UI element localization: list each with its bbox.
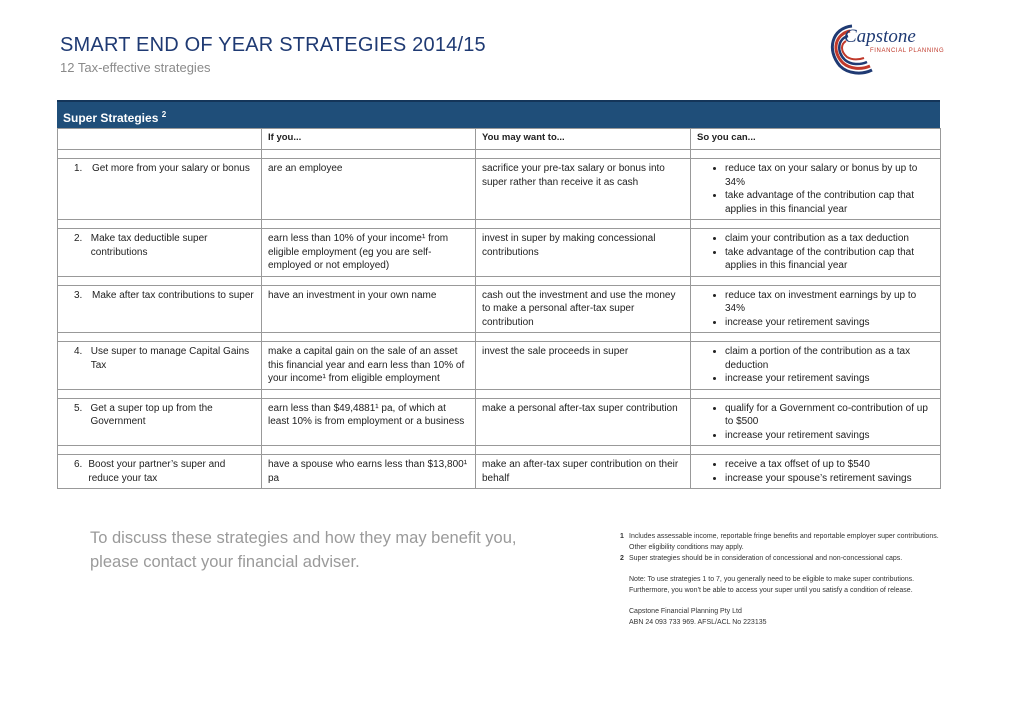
table-row — [58, 285, 941, 333]
footnotes — [620, 531, 940, 628]
spacer-cell — [691, 333, 941, 342]
strategies-table — [57, 100, 940, 489]
if-you-cell: have an investment in your own name — [262, 285, 476, 333]
capstone-logo — [822, 20, 972, 78]
spacer-cell — [691, 446, 941, 455]
benefit-item: • take advantage of the contribution cap that applies in this financial year — [725, 246, 934, 273]
strategy-number: 1. — [74, 163, 83, 174]
spacer-cell — [476, 333, 691, 342]
want-to-cell: sacrifice your pre-tax salary or bonus into super rather than receive it as cash — [476, 159, 691, 220]
strategy-cell — [58, 229, 262, 277]
column-header: You may want to... — [476, 129, 691, 150]
eligibility-note: Note: To use strategies 1 to 7, you generally need to be eligible to make super contributions. Furthermore, you won’t be able to access your super until you satisfy a condition of release. — [629, 576, 915, 594]
strategy-name: Use super to manage Capital Gains Tax — [90, 346, 250, 371]
benefit-item: • reduce tax on investment earnings by up to 34% — [725, 289, 934, 316]
benefit-item: • claim your contribution as a tax deduction — [725, 232, 934, 246]
if-you-cell: have a spouse who earns less than $13,800¹ pa — [262, 455, 476, 489]
spacer-cell — [691, 276, 941, 285]
company-name: Capstone Financial Planning Pty Ltd — [629, 608, 742, 615]
strategy-cell — [58, 455, 262, 489]
so-you-can-cell — [691, 285, 941, 333]
strategy-wrap — [74, 458, 255, 485]
company-info — [620, 606, 940, 628]
strategy-number: 5. — [74, 402, 83, 414]
page-title: SMART END OF YEAR STRATEGIES 2014/15 — [60, 34, 486, 56]
strategy-name: Make tax deductible super contributions — [90, 233, 208, 258]
want-to-cell: cash out the investment and use the money to make a personal after-tax super contribution — [476, 285, 691, 333]
logo-tagline: FINANCIAL PLANNING — [870, 48, 945, 54]
want-to-cell: invest in super by making concessional contributions — [476, 229, 691, 277]
spacer-cell — [58, 150, 262, 159]
benefit-item: • claim a portion of the contribution as a tax deduction — [725, 345, 934, 372]
benefit-item: • qualify for a Government co-contribution of up to $500 — [725, 402, 934, 429]
spacer-cell — [58, 333, 262, 342]
section-title-mark: 2 — [161, 110, 167, 119]
benefit-item: • receive a tax offset of up to $540 — [725, 458, 934, 472]
discuss-message: To discuss these strategies and how they may benefit you, please contact your financial adviser. — [90, 529, 517, 571]
benefit-item: • reduce tax on your salary or bonus by up to 34% — [725, 162, 934, 189]
spacer-cell — [691, 389, 941, 398]
strategy-cell — [58, 159, 262, 220]
benefit-item: • increase your retirement savings — [725, 372, 934, 386]
table-row — [58, 398, 941, 446]
benefit-item: • increase your retirement savings — [725, 429, 934, 443]
so-you-can-cell — [691, 159, 941, 220]
footnote-mark: 2 — [620, 555, 624, 562]
page-subtitle: 12 Tax-effective strategies — [60, 60, 211, 75]
column-header: So you can... — [691, 129, 941, 150]
spacer-cell — [262, 220, 476, 229]
so-you-can-cell — [691, 398, 941, 446]
if-you-cell: earn less than 10% of your income¹ from eligible employment (eg you are self-employed or not employed) — [262, 229, 476, 277]
column-header — [58, 129, 262, 150]
spacer-cell — [262, 389, 476, 398]
spacer-cell — [476, 276, 691, 285]
column-header: If you... — [262, 129, 476, 150]
benefits-list — [697, 232, 934, 273]
footnote — [620, 531, 940, 553]
table-row — [58, 229, 941, 277]
spacer-cell — [476, 389, 691, 398]
table-header-row — [58, 129, 941, 150]
table-row — [58, 342, 941, 390]
footnote-text: Includes assessable income, reportable fringe benefits and reportable employer super contributions. Other eligibility conditions may apply. — [629, 533, 939, 551]
strategy-number: 2. — [74, 233, 83, 244]
spacer-cell — [58, 446, 262, 455]
want-to-cell: make an after-tax super contribution on their behalf — [476, 455, 691, 489]
section-title: Super Strategies — [63, 111, 159, 125]
logo-brand: Capstone — [844, 26, 916, 47]
so-you-can-cell — [691, 229, 941, 277]
strategy-wrap — [74, 402, 255, 429]
benefit-item: • increase your retirement savings — [725, 316, 934, 330]
strategy-name: Boost your partner’s super and reduce your tax — [88, 459, 226, 484]
strategy-number: 6. — [74, 459, 83, 470]
if-you-cell: earn less than $49,4881¹ pa, of which at least 10% is from employment or a business — [262, 398, 476, 446]
strategy-number: 3. — [74, 289, 83, 301]
spacer-cell — [476, 150, 691, 159]
row-spacer — [58, 389, 941, 398]
row-spacer — [58, 333, 941, 342]
footnote-text: Super strategies should be in consideration of concessional and non-concessional caps. — [629, 555, 903, 562]
table-row — [58, 159, 941, 220]
strategy-wrap — [74, 162, 255, 176]
spacer-cell — [262, 276, 476, 285]
spacer-cell — [58, 389, 262, 398]
strategy-name: Get a super top up from the Government — [90, 402, 213, 427]
benefits-list — [697, 289, 934, 330]
section-header — [57, 100, 940, 128]
strategy-cell — [58, 398, 262, 446]
spacer-cell — [58, 276, 262, 285]
spacer-cell — [58, 220, 262, 229]
benefit-item: • increase your spouse’s retirement savings — [725, 472, 934, 486]
spacer-cell — [691, 220, 941, 229]
spacer-cell — [476, 446, 691, 455]
strategy-wrap — [74, 345, 255, 372]
strategy-name: Get more from your salary or bonus — [92, 163, 250, 174]
row-spacer — [58, 150, 941, 159]
benefits-list — [697, 402, 934, 443]
benefits-list — [697, 345, 934, 386]
spacer-cell — [262, 333, 476, 342]
if-you-cell: make a capital gain on the sale of an asset this financial year and earn less than 10% of your income¹ from eligible employment — [262, 342, 476, 390]
company-abn: ABN 24 093 733 969. AFSL/ACL No 223135 — [629, 619, 767, 626]
strategy-cell — [58, 285, 262, 333]
if-you-cell: are an employee — [262, 159, 476, 220]
footnote-mark: 1 — [620, 533, 624, 540]
benefit-item: • take advantage of the contribution cap that applies in this financial year — [725, 189, 934, 216]
so-you-can-cell — [691, 455, 941, 489]
strategy-wrap — [74, 289, 255, 303]
table-row — [58, 455, 941, 489]
want-to-cell: invest the sale proceeds in super — [476, 342, 691, 390]
strategy-name: Make after tax contributions to super — [92, 289, 254, 301]
spacer-cell — [691, 150, 941, 159]
strategy-cell — [58, 342, 262, 390]
footnote — [620, 553, 940, 564]
spacer-cell — [262, 150, 476, 159]
row-spacer — [58, 220, 941, 229]
strategy-wrap — [74, 232, 255, 259]
spacer-cell — [476, 220, 691, 229]
spacer-cell — [262, 446, 476, 455]
benefits-list — [697, 458, 934, 485]
want-to-cell: make a personal after-tax super contribution — [476, 398, 691, 446]
so-you-can-cell — [691, 342, 941, 390]
row-spacer — [58, 276, 941, 285]
benefits-list — [697, 162, 934, 216]
strategy-number: 4. — [74, 346, 83, 357]
row-spacer — [58, 446, 941, 455]
